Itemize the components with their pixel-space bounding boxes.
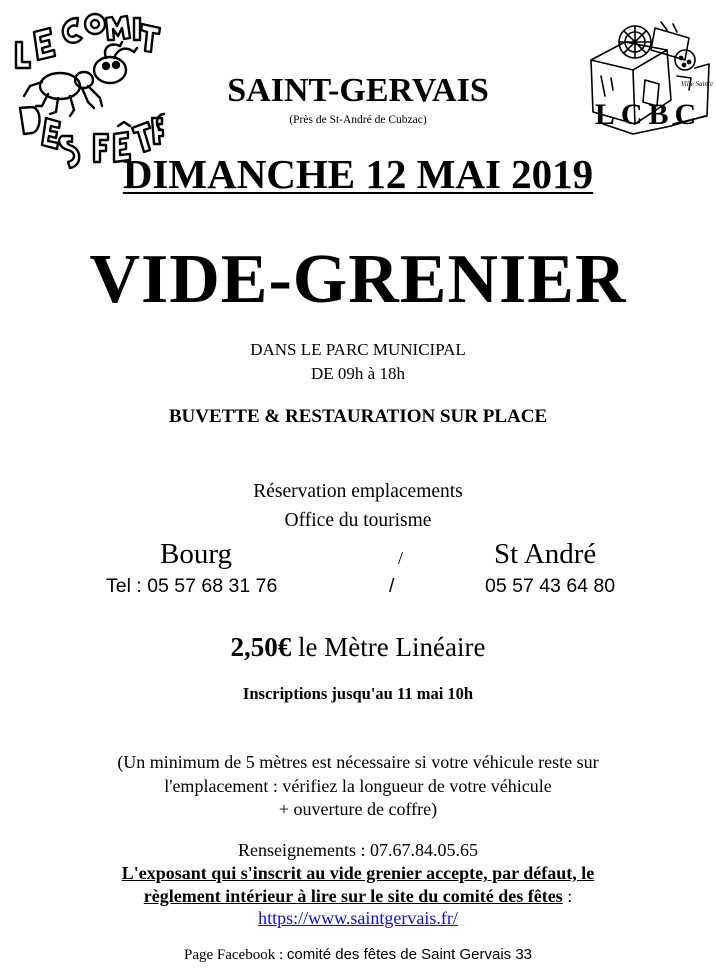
rules-notice-text: règlement intérieur à lire sur le site du comité des fêtes (143, 886, 563, 906)
phone-separator: / (389, 575, 395, 597)
catering-notice: BUVETTE & RESTAURATION SUR PLACE (168, 406, 548, 427)
bourg-phone: 05 57 68 31 76 (147, 575, 278, 597)
price-unit: le Mètre Linéaire (298, 632, 486, 662)
reservation-heading: Réservation emplacements (253, 481, 463, 502)
bourg-phone-line (106, 575, 277, 598)
facebook-line (0, 946, 716, 964)
event-title: VIDE-GRENIER (89, 241, 627, 318)
vehicle-note-line-3: + ouverture de coffre) (278, 799, 438, 819)
vehicle-note-line-1: (Un minimum de 5 mètres est nécessaire si votre véhicule reste sur (117, 752, 599, 772)
info-phone: Renseignements : 07.67.84.05.65 (238, 840, 478, 860)
logo-small-text: Ville Sainte (681, 80, 713, 88)
rules-notice-line-1: L'exposant qui s'inscrit au vide grenier accepte, par défaut, le (121, 863, 595, 883)
bourg-label: Bourg (160, 538, 232, 570)
town-name: SAINT-GERVAIS (227, 72, 489, 109)
facebook-label: Page Facebook : (183, 947, 284, 963)
event-date: DIMANCHE 12 MAI 2019 (122, 151, 594, 197)
office-separator: / (398, 548, 404, 568)
vehicle-note-line-2: l'emplacement : vérifiez la longueur de votre véhicule (164, 776, 552, 796)
rules-notice-line-2 (0, 886, 716, 907)
event-hours: DE 09h à 18h (311, 364, 405, 383)
event-place: DANS LE PARC MUNICIPAL (250, 340, 466, 359)
facebook-page-name: comité des fêtes de Saint Gervais 33 (286, 946, 533, 963)
registration-deadline: Inscriptions jusqu'au 11 mai 10h (242, 684, 474, 703)
town-location: (Près de St-André de Cubzac) (289, 114, 427, 126)
st-andre-label: St André (494, 538, 597, 570)
reservation-office: Office du tourisme (284, 510, 432, 531)
st-andre-phone: 05 57 43 64 80 (485, 575, 616, 597)
website-link[interactable]: https://www.saintgervais.fr/ (258, 908, 458, 928)
lcbc-logo-text: LCBC (594, 98, 703, 131)
phone-label: Tel : (106, 575, 142, 597)
rules-notice-colon: : (562, 886, 573, 906)
price-line (0, 632, 716, 663)
price-value: 2,50€ (230, 632, 292, 662)
